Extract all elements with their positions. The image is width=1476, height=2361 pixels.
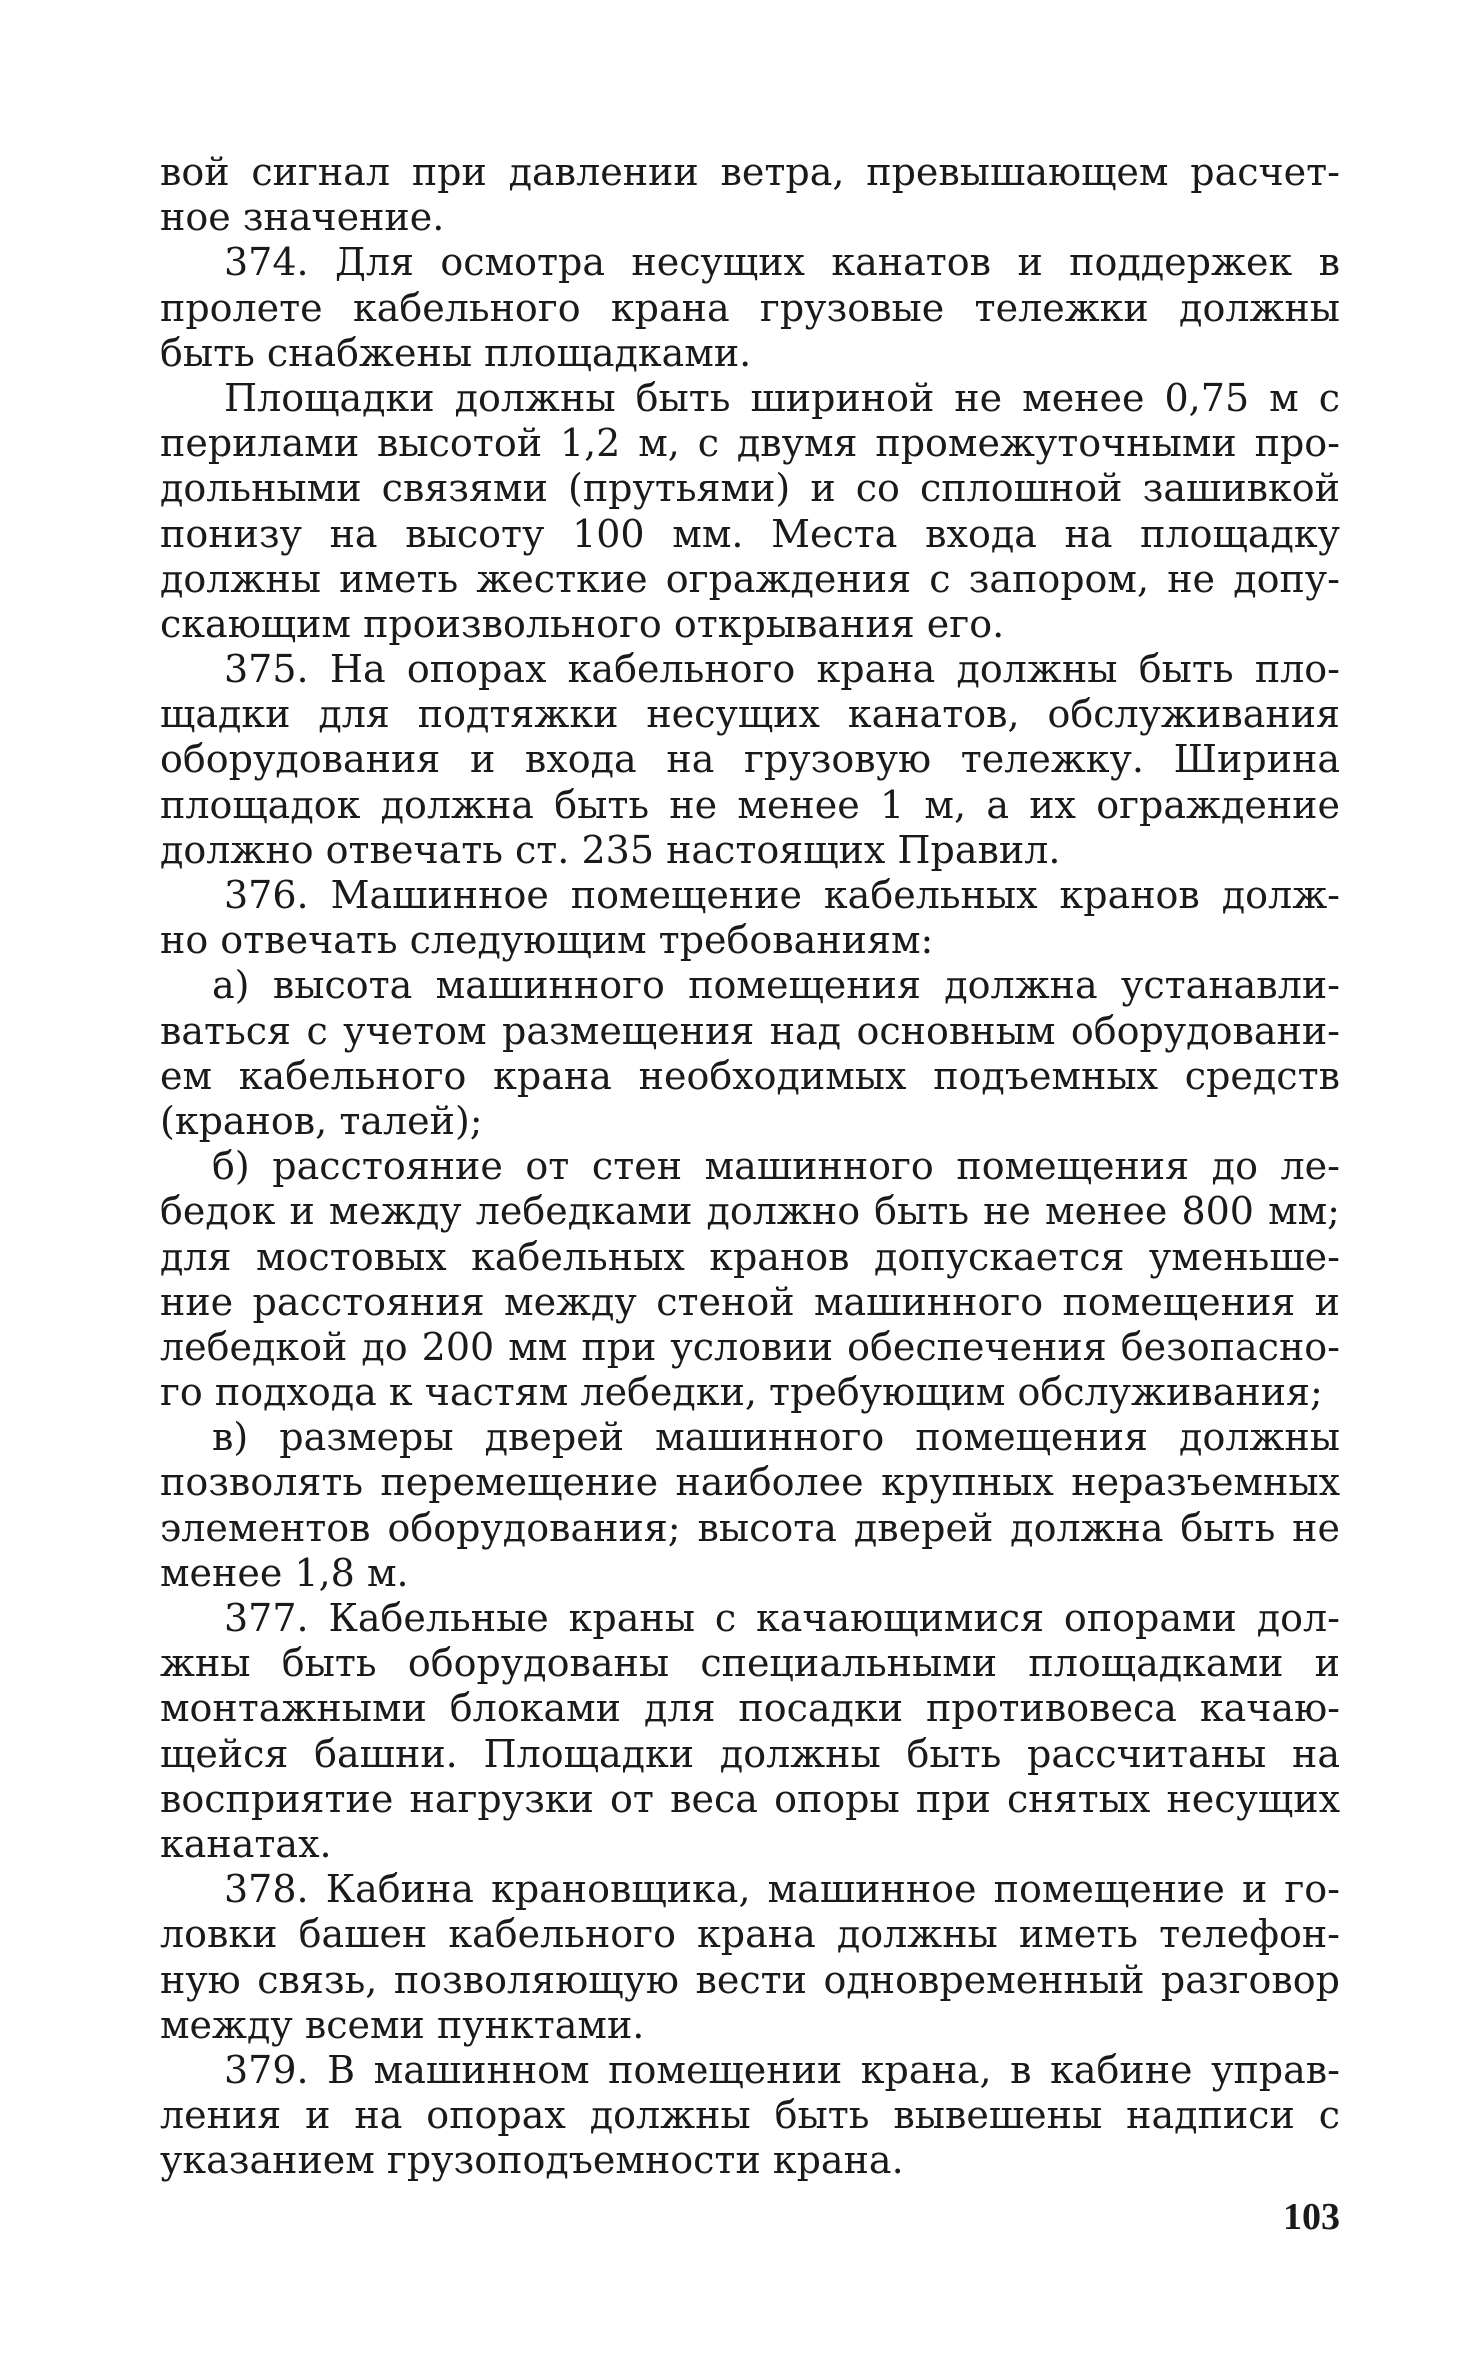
text-line: ное значение. — [160, 195, 445, 240]
text-line: понизу на высоту 100 мм. Места входа на площадку — [160, 511, 1340, 556]
text-line: щадки для подтяжки несущих канатов, обслуживания — [160, 692, 1340, 737]
list-item-c-start: в) размеры дверей машинного помещения должны — [212, 1415, 1340, 1460]
text-line: лебедкой до 200 мм при условии обеспечения безопасно- — [160, 1324, 1340, 1369]
document-body — [160, 150, 1340, 2183]
text-line: для мостовых кабельных кранов допускается уменьше- — [160, 1234, 1340, 1279]
paragraph-374-start: 374. Для осмотра несущих канатов и поддержек в — [224, 240, 1340, 285]
text-line: ную связь, позволяющую вести одновременный разговор — [160, 1957, 1340, 2002]
page-number: 103 — [1283, 2196, 1340, 2238]
paragraph-378-start: 378. Кабина крановщика, машинное помещение и го- — [224, 1867, 1340, 1912]
text-line: канатах. — [160, 1821, 332, 1866]
text-line: но отвечать следующим требованиям: — [160, 918, 934, 963]
text-line: указанием грузоподъемности крана. — [160, 2138, 904, 2183]
text-line: элементов оборудования; высота дверей должна быть не — [160, 1505, 1340, 1550]
text-line: оборудования и входа на грузовую тележку. Ширина — [160, 737, 1340, 782]
text-line: монтажными блоками для посадки противовеса качаю- — [160, 1686, 1340, 1731]
text-line: позволять перемещение наиболее крупных неразъемных — [160, 1460, 1340, 1505]
text-line: должно отвечать ст. 235 настоящих Правил. — [160, 827, 1061, 872]
text-line: скающим произвольного открывания его. — [160, 601, 1005, 646]
text-line: между всеми пунктами. — [160, 2002, 645, 2047]
text-line: дольными связями (прутьями) и со сплошной зашивкой — [160, 466, 1340, 511]
list-item-a-start: а) высота машинного помещения должна устанавли- — [212, 963, 1340, 1008]
text-line: перилами высотой 1,2 м, с двумя промежуточными про- — [160, 421, 1340, 466]
text-line: бедок и между лебедками должно быть не менее 800 мм; — [160, 1189, 1340, 1234]
text-line: ние расстояния между стеной машинного помещения и — [160, 1279, 1340, 1324]
text-line: восприятие нагрузки от веса опоры при снятых несущих — [160, 1776, 1340, 1821]
paragraph-377-start: 377. Кабельные краны с качающимися опорами дол- — [224, 1596, 1340, 1640]
text-line: вой сигнал при давлении ветра, превышающем расчет- — [160, 150, 1340, 194]
text-line: ловки башен кабельного крана должны иметь телефон- — [160, 1912, 1340, 1957]
paragraph-375-start: 375. На опорах кабельного крана должны быть пло- — [224, 647, 1340, 692]
text-line: жны быть оборудованы специальными площадками и — [160, 1641, 1340, 1686]
text-line: площадок должна быть не менее 1 м, а их ограждение — [160, 782, 1340, 827]
text-line: менее 1,8 м. — [160, 1550, 409, 1595]
text-line: ваться с учетом размещения над основным оборудовани- — [160, 1008, 1340, 1053]
text-line: быть снабжены площадками. — [160, 330, 752, 375]
paragraph-376-start: 376. Машинное помещение кабельных кранов долж- — [224, 873, 1340, 917]
text-line: щейся башни. Площадки должны быть рассчитаны на — [160, 1731, 1340, 1776]
text-line: должны иметь жесткие ограждения с запором, не допу- — [160, 556, 1340, 601]
paragraph-379-start: 379. В машинном помещении крана, в кабине управ- — [224, 2047, 1340, 2092]
text-line: пролете кабельного крана грузовые тележки должны — [160, 285, 1340, 330]
list-item-b-start: б) расстояние от стен машинного помещения до ле- — [212, 1144, 1340, 1189]
text-line: ем кабельного крана необходимых подъемных средств — [160, 1053, 1340, 1098]
text-line: го подхода к частям лебедки, требующим обслуживания; — [160, 1370, 1323, 1415]
text-line: ления и на опорах должны быть вывешены надписи с — [160, 2093, 1340, 2138]
paragraph-platforms-start: Площадки должны быть шириной не менее 0,75 м с — [224, 375, 1340, 420]
text-line: (кранов, талей); — [160, 1098, 483, 1143]
